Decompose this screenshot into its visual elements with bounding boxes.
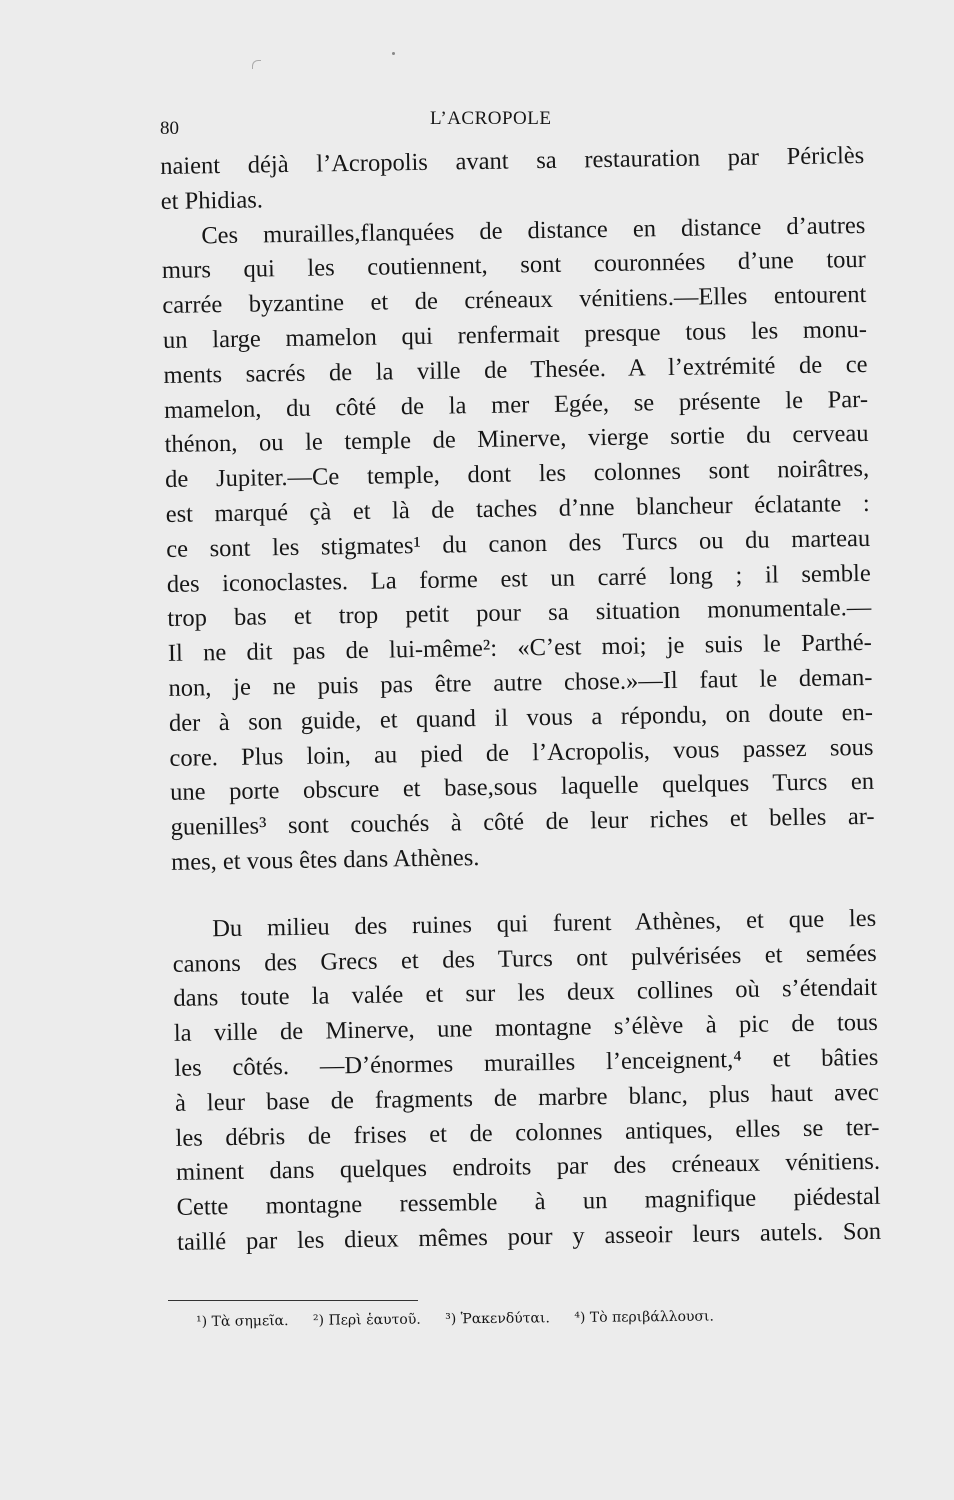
footnote-marker: ²) (312, 1312, 325, 1329)
footnote-marker: ³) (445, 1311, 457, 1328)
page-number: 80 (160, 118, 179, 139)
text-line: dans toute la valée et sur les deux collines où s’étendait (173, 974, 878, 1013)
body-text (160, 139, 881, 1261)
footnote (574, 1309, 714, 1326)
text-line: guenilles³ sont couchés à côté de leur riches et belles ar- (170, 803, 875, 842)
text-line: des iconoclastes. La forme est un carré long ; il semble (166, 559, 871, 598)
footnote (196, 1313, 289, 1330)
text-line: Du milieu des ruines qui furent Athènes, et que les (212, 904, 877, 943)
text-line: la ville de Minerve, une montagne s’élève à pic de tous (173, 1008, 879, 1048)
text-line: ce sont les stigmates¹ du canon des Turcs ou du marteau (166, 524, 871, 563)
text-line: une porte obscure et base,sous laquelle quelques Turcs en (169, 768, 875, 807)
text-line: carrée byzantine et de créneaux vénitiens.—Elles entourent (162, 281, 867, 320)
footnote-marker: ¹) (196, 1313, 208, 1330)
text-line: Il ne dit pas de lui-même²: «C’est moi; je suis le Parthé- (167, 629, 873, 668)
text-line: mes, et vous êtes dans Athènes. (170, 844, 480, 876)
text-line: Ces murailles,flanquées de distance en distance d’autres (201, 211, 866, 249)
footnote-text: Περὶ ἑαυτοῦ. (328, 1311, 421, 1329)
text-line: ments sacrés de la ville de Thesée. A l’extrémité de ce (163, 350, 868, 389)
text-line: mamelon, du côté de la mer Egée, se présente le Par- (163, 385, 869, 424)
text-line: et Phidias. (160, 186, 264, 215)
text-line: à leur base de fragments de marbre blanc, plus haut avec (174, 1078, 880, 1117)
text-line: minent dans quelques endroits par des créneaux vénitiens. (175, 1148, 881, 1187)
text-line: core. Plus loin, au pied de l’Acropolis, vous passez sous (169, 733, 874, 772)
text-line: murs qui les coutiennent, sont couronnées d’une tour (161, 246, 867, 285)
text-line: les débris de frises et de colonnes antiques, elles se ter- (175, 1113, 880, 1152)
paper-speck (392, 52, 395, 55)
text-line: thénon, ou le temple de Minerve, vierge sortie du cerveau (164, 420, 869, 459)
text-line: les côtés. —D’énormes murailles l’enceignent,⁴ et bâties (174, 1043, 879, 1082)
footnote-text: Τὰ σημεῖα. (211, 1313, 289, 1330)
footnote (313, 1312, 421, 1329)
footnote-rule (168, 1300, 418, 1301)
footnote-text: Τὸ περιβάλλουσι. (589, 1308, 715, 1326)
footnote-marker: ⁴) (574, 1309, 586, 1327)
text-line: canons des Grecs et des Turcs ont pulvérisées et semées (172, 939, 877, 978)
text-line: Cette montagne ressemble à un magnifique piédestal (176, 1182, 881, 1221)
text-line: der à son guide, et quand il vous a répondu, on doute en- (168, 698, 874, 737)
footnote-text: Ῥακενδύται. (460, 1310, 550, 1328)
paper-mark (252, 60, 261, 69)
text-line: un large mamelon qui renfermait presque tous les monu- (162, 315, 868, 354)
footnote (445, 1310, 550, 1327)
text-line: naient déjà l’Acropolis avant sa restauration par Périclès (160, 141, 865, 180)
running-title: L’ACROPOLE (430, 108, 552, 129)
page-header (160, 104, 864, 144)
text-line: est marqué çà et là de taches d’nne blancheur éclatante : (165, 489, 870, 528)
text-line: trop bas et trop petit pour sa situation monumentale.— (167, 594, 872, 633)
text-line: non, je ne puis pas être autre chose.»—Il faut le deman- (168, 663, 873, 702)
footnotes (196, 1307, 836, 1330)
text-line: de Jupiter.—Ce temple, dont les colonnes sont noirâtres, (164, 455, 870, 494)
text-line: taillé par les dieux mêmes pour y asseoir leurs autels. Son (176, 1217, 882, 1256)
